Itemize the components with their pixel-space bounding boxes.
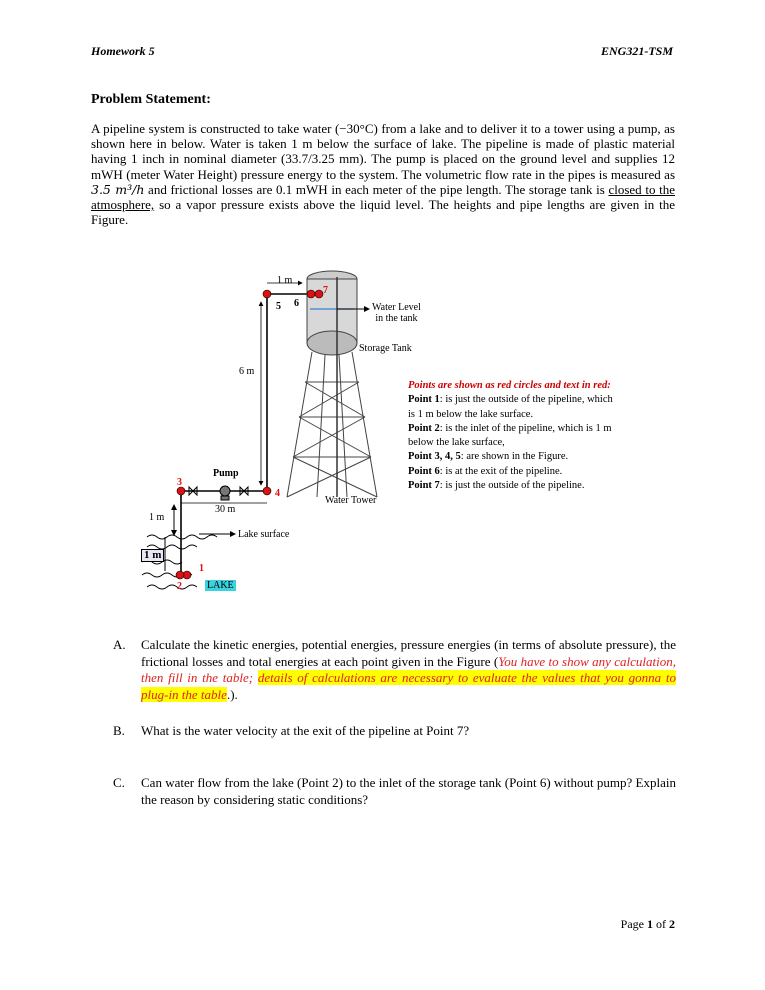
question-b: [113, 723, 676, 740]
pump-label: Pump: [213, 468, 239, 479]
pump-icon: [220, 486, 230, 500]
water-tower-label: Water Tower: [325, 495, 377, 506]
points-legend-item: Point 2: is the inlet of the pipeline, which is 1 m below the lake surface,: [408, 422, 612, 449]
lake-label: LAKE: [207, 580, 234, 591]
point-3-label: 3: [177, 477, 182, 488]
point-5-label: 5: [276, 301, 281, 312]
point-4-label: 4: [275, 488, 280, 499]
point-2-marker: [176, 571, 184, 579]
storage-tank-label: Storage Tank: [359, 343, 412, 354]
question-a-end: .).: [226, 686, 238, 702]
pipeline-figure: [137, 257, 613, 607]
question-a: [113, 637, 676, 703]
question-a-red-note: You have to show any calculation, then fill in the table;: [141, 653, 676, 685]
point-4-marker: [263, 487, 271, 495]
page-number: Page 1 of 2: [620, 917, 675, 931]
point-2-label: 2: [177, 581, 182, 592]
point-3-marker: [177, 487, 185, 495]
points-legend-item: Point 3, 4, 5: are shown in the Figure.: [408, 451, 569, 463]
point-6-marker: [307, 290, 315, 298]
lake-surface-label: Lake surface: [238, 529, 290, 540]
question-a-letter: A.: [113, 637, 126, 652]
problem-paragraph: [91, 121, 675, 227]
point-5-marker: [263, 290, 271, 298]
flow-rate: 3.5 m³/h: [91, 181, 145, 197]
points-legend: [408, 379, 620, 493]
paragraph-part-2: and frictional losses are 0.1 mWH in each meter of the pipe length. The storage tank is: [144, 181, 609, 197]
question-a-text: Calculate the kinetic energies, potential energies, pressure energies (in terms of absolute pressure), the frictional losses and total energies at each point given in the Figure (: [141, 637, 676, 669]
points-legend-title: Points are shown as red circles and text in red:: [408, 380, 611, 391]
underlined-phrase: closed to the atmosphere,: [91, 181, 675, 213]
point-7-marker: [315, 290, 323, 298]
point-7-label: 7: [323, 285, 328, 296]
question-c-text: Can water flow from the lake (Point 2) to the inlet of the storage tank (Point 6) without pump? Explain the reason by considering static conditions?: [141, 775, 676, 807]
paragraph-part-1: A pipeline system is constructed to take water (−30°C) from a lake and to deliver it to a tower using a pump, as shown here in below. Water is taken 1 m below the surface of lake. The pipeline is made of plastic material having 1 inch in nominal diameter (33.7/3.25 mm). The pump is placed on the ground level and supplies 12 mWH (meter Water Height) pressure energy to the system. The volumetric flow rate in the pipes is measured as: [91, 121, 675, 182]
problem-title: Problem Statement:: [91, 92, 211, 107]
question-b-letter: B.: [113, 723, 125, 738]
question-a-highlight: details of calculations are necessary to evaluate the values that you gonna to plug-in the table: [141, 670, 676, 702]
paragraph-part-3: so a vapor pressure exists above the liquid level. The heights and pipe lengths are given in the Figure.: [91, 197, 675, 228]
point-1-label: 1: [199, 563, 204, 574]
dim-top-1m: 1 m: [277, 275, 293, 286]
dim-box-1m: 1 m: [141, 549, 164, 562]
question-b-text: What is the water velocity at the exit of the pipeline at Point 7?: [141, 723, 470, 738]
header-right: ENG321-TSM: [600, 44, 673, 58]
question-c: [113, 775, 676, 808]
water-level-label: Water Level in the tank: [372, 302, 421, 324]
points-legend-item: Point 7: is just the outside of the pipeline.: [408, 480, 585, 492]
header-left: Homework 5: [91, 44, 155, 58]
dim-left-1m: 1 m: [149, 512, 165, 523]
points-legend-item: Point 6: is at the exit of the pipeline.: [408, 465, 563, 477]
dim-30m: 30 m: [215, 504, 236, 515]
point-6-label: 6: [294, 298, 299, 309]
question-c-letter: C.: [113, 775, 125, 790]
water-tower: [287, 271, 377, 497]
dim-6m: 6 m: [239, 366, 255, 377]
points-legend-item: Point 1: is just the outside of the pipeline, which is 1 m below the lake surface.: [408, 394, 613, 420]
